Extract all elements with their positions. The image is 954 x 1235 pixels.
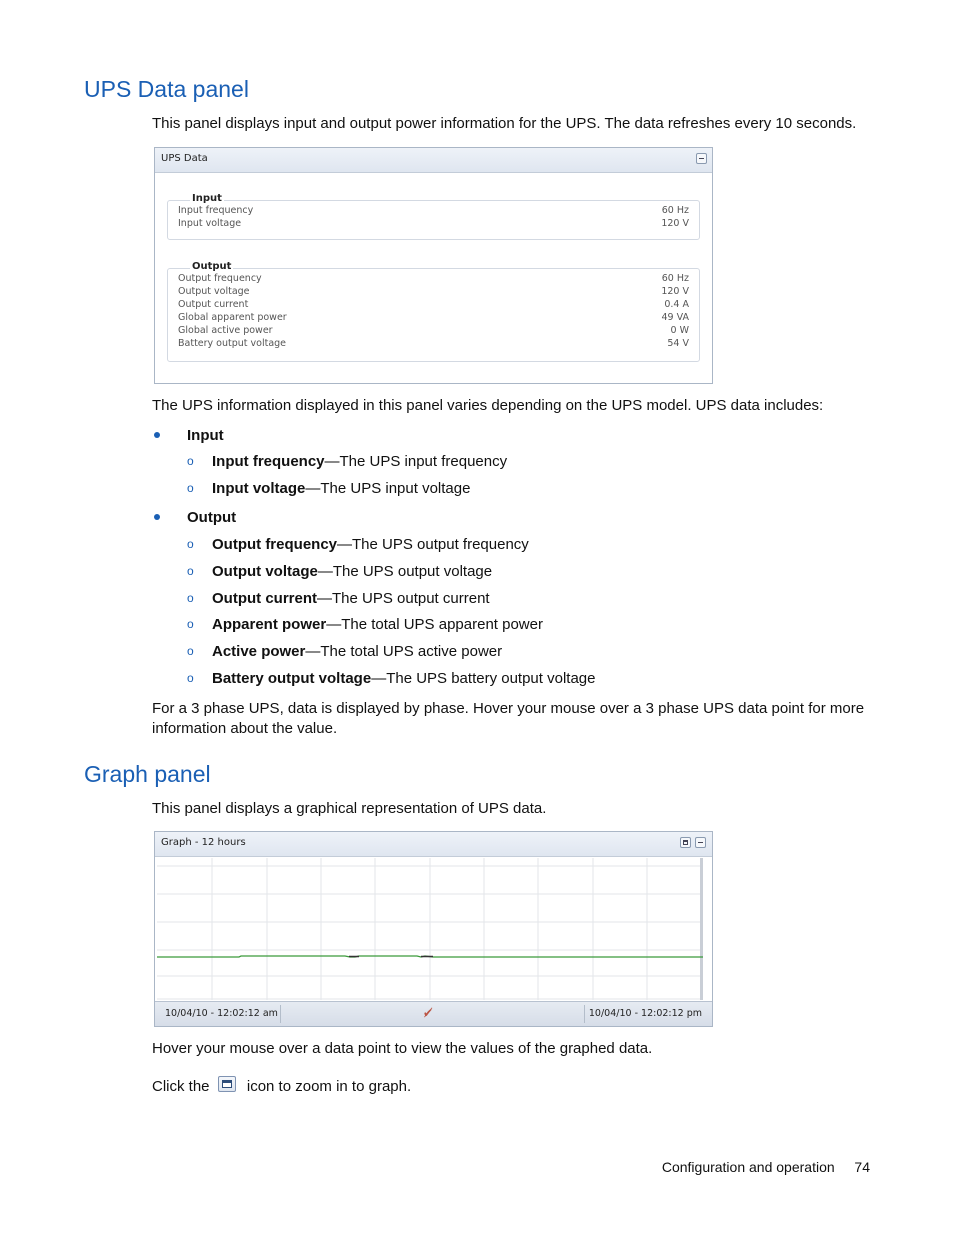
data-row (178, 299, 689, 312)
bullet-icon (154, 514, 160, 520)
graph-svg (157, 858, 703, 1000)
row-value: 0 W (670, 325, 689, 336)
list-term: Output frequency (212, 536, 338, 553)
list-term: Input voltage (212, 480, 306, 497)
graph-panel (154, 831, 713, 1027)
graph-intro: This panel displays a graphical representation of UPS data. (152, 800, 547, 817)
graph-start-time: 10/04/10 - 12:02:12 am (165, 1008, 278, 1019)
list-term: Output voltage (212, 563, 318, 580)
list-desc: —The UPS input voltage (305, 480, 471, 497)
collapse-icon[interactable] (696, 153, 707, 164)
divider (584, 1005, 585, 1023)
click-instruction (152, 1076, 411, 1097)
input-fieldset (167, 193, 700, 240)
output-legend: Output (192, 261, 232, 272)
list-item (212, 669, 595, 689)
row-value: 120 V (661, 286, 689, 297)
list-term: Input frequency (212, 453, 325, 470)
row-label: Output frequency (178, 273, 262, 284)
sub-bullet-icon: o (187, 564, 194, 578)
list-item-input (187, 426, 224, 446)
list-term: Apparent power (212, 616, 327, 633)
row-value: 60 Hz (661, 273, 689, 284)
row-label: Global apparent power (178, 312, 287, 323)
data-row (178, 312, 689, 325)
list-desc: —The UPS input frequency (324, 453, 508, 470)
ups-data-panel (154, 147, 713, 384)
graph-hover-text: Hover your mouse over a data point to view the values of the graphed data. (152, 1040, 653, 1057)
zoom-window-icon (218, 1076, 236, 1092)
ups-data-panel-header (155, 148, 712, 173)
bullet-icon (154, 432, 160, 438)
list-desc: —The UPS output frequency (337, 536, 529, 553)
graph-nav-icon[interactable]: ✔̸ (423, 1006, 434, 1020)
footer-section: Configuration and operation (661, 1159, 835, 1175)
list-item (212, 479, 470, 499)
page-number: 74 (854, 1159, 870, 1175)
page-footer (662, 1159, 870, 1175)
list-term: Output current (212, 590, 317, 607)
data-row (178, 205, 689, 218)
data-row (178, 325, 689, 338)
list-item-label: Output (187, 509, 237, 526)
sub-bullet-icon: o (187, 537, 194, 551)
sub-bullet-icon: o (187, 454, 194, 468)
section-heading-ups-data: UPS Data panel (84, 76, 249, 102)
ups-data-intro: This panel displays input and output power information for the UPS. The data refreshes every 10 seconds. (152, 115, 857, 132)
list-item-label: Input (187, 427, 224, 444)
divider (280, 1005, 281, 1023)
list-item (212, 562, 492, 582)
list-desc: —The total UPS active power (305, 643, 503, 660)
sub-bullet-icon: o (187, 591, 194, 605)
graph-plot-area[interactable] (157, 858, 703, 1000)
section-heading-graph: Graph panel (84, 761, 211, 787)
list-desc: —The UPS battery output voltage (371, 670, 596, 687)
row-label: Input voltage (178, 218, 242, 229)
data-row (178, 338, 689, 351)
graph-panel-header (155, 832, 712, 857)
row-value: 60 Hz (661, 205, 689, 216)
list-item (212, 589, 490, 609)
collapse-icon[interactable] (695, 837, 706, 848)
list-item (212, 642, 502, 662)
row-value: 49 VA (661, 312, 689, 323)
list-term: Active power (212, 643, 306, 660)
row-label: Battery output voltage (178, 338, 287, 349)
list-item (212, 615, 543, 635)
sub-bullet-icon: o (187, 481, 194, 495)
input-legend: Input (192, 193, 222, 204)
row-label: Output voltage (178, 286, 250, 297)
row-value: 120 V (661, 218, 689, 229)
sub-bullet-icon: o (187, 671, 194, 685)
row-label: Global active power (178, 325, 273, 336)
list-item (212, 452, 507, 472)
output-fieldset (167, 261, 700, 362)
list-item-output (187, 508, 236, 528)
row-value: 0.4 A (664, 299, 689, 310)
ups-data-panel-title: UPS Data (161, 153, 208, 164)
data-row (178, 286, 689, 299)
graph-footer (155, 1001, 712, 1026)
list-term: Battery output voltage (212, 670, 372, 687)
phase-note: For a 3 phase UPS, data is displayed by phase. Hover your mouse over a 3 phase UPS data point for more information about the value. (152, 700, 865, 737)
data-row (178, 218, 689, 231)
row-label: Input frequency (178, 205, 254, 216)
list-desc: —The total UPS apparent power (326, 616, 543, 633)
graph-end-time: 10/04/10 - 12:02:12 pm (588, 1008, 702, 1019)
data-row (178, 273, 689, 286)
row-label: Output current (178, 299, 249, 310)
sub-bullet-icon: o (187, 617, 194, 631)
row-value: 54 V (667, 338, 689, 349)
list-item (212, 535, 529, 555)
click-instruction-start: Click the (152, 1078, 210, 1095)
list-desc: —The UPS output current (317, 590, 490, 607)
click-instruction-end: icon to zoom in to graph. (246, 1078, 412, 1095)
list-desc: —The UPS output voltage (317, 563, 493, 580)
zoom-window-icon[interactable] (680, 837, 691, 848)
graph-panel-title: Graph - 12 hours (161, 837, 246, 848)
ups-data-includes-text: The UPS information displayed in this panel varies depending on the UPS model. UPS data includes: (152, 397, 824, 414)
sub-bullet-icon: o (187, 644, 194, 658)
